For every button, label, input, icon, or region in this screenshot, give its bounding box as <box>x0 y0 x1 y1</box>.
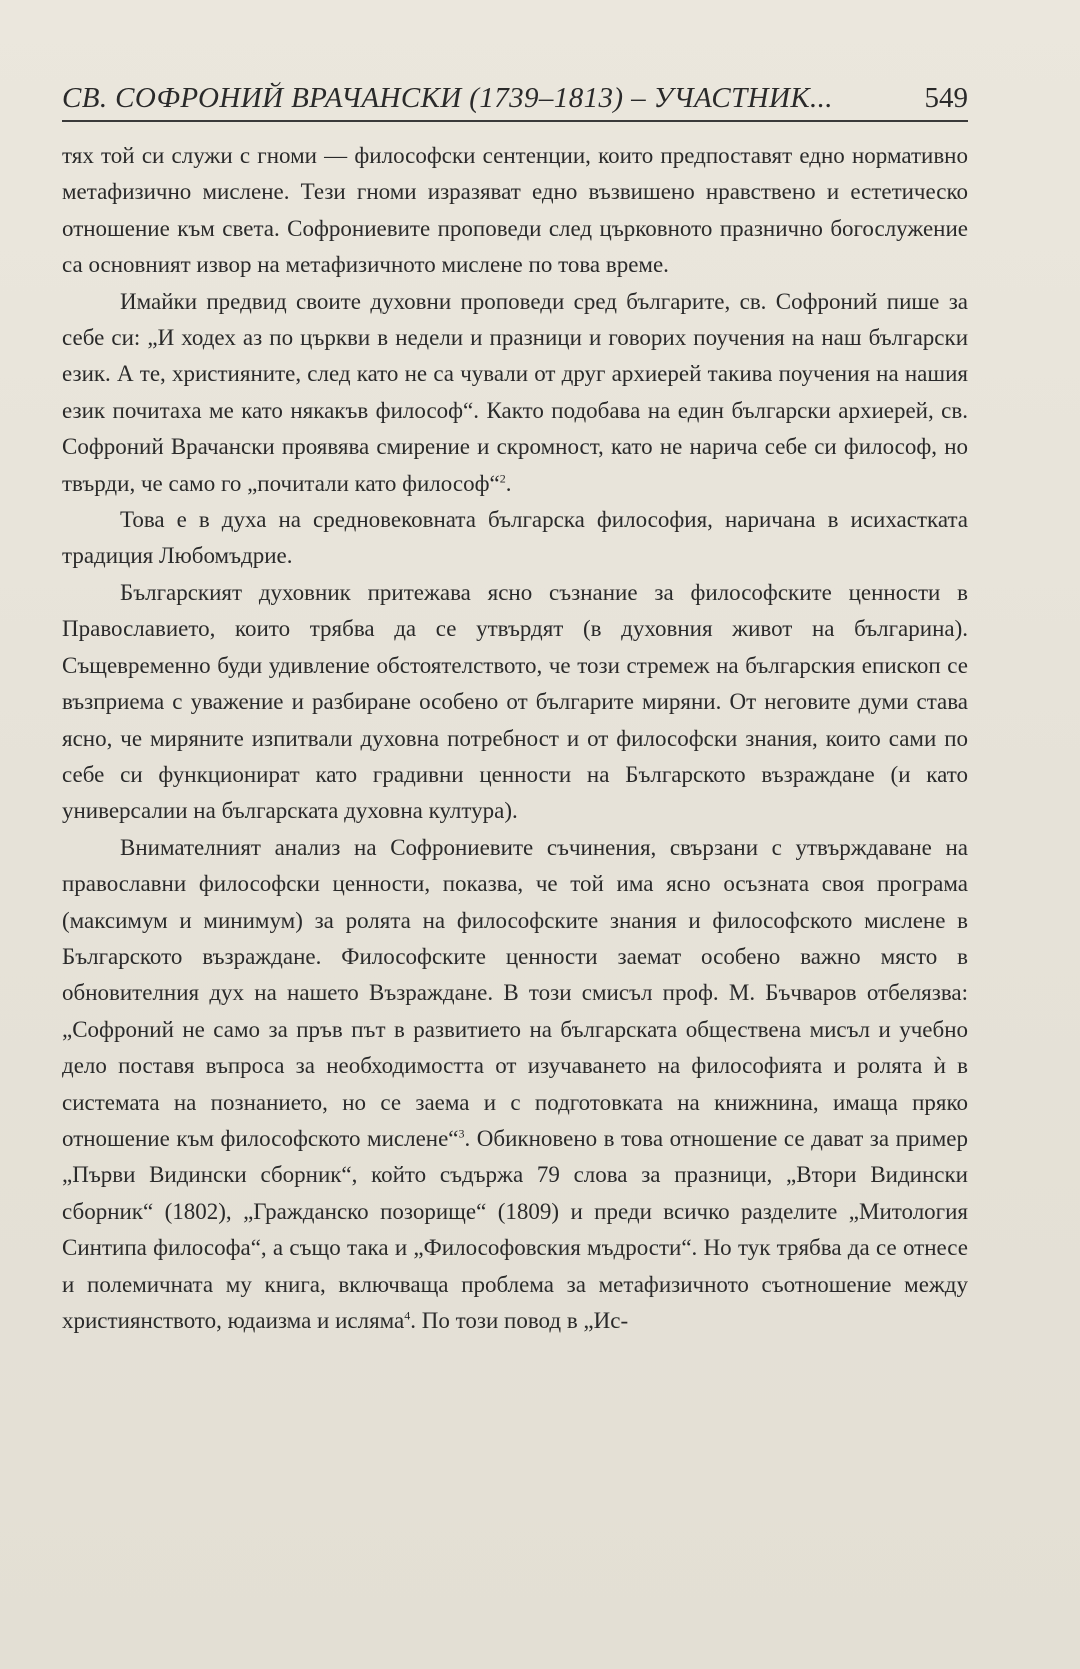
paragraph-text: Българският духовник притежава ясно съзнание за философските ценности в Православието, които трябва да се утвърдят (в духовния живот на българина). Същевременно буди удивление обстоятелството, че този стремеж на българския епископ се възприема с уважение и разбиране особено от българите миряни. От неговите думи става ясно, че миряните изпитвали духовна потребност и от философски знания, които сами по себе си функционират като градивни ценности на Българското възраждане (и като универсалии на българската духовна култура). <box>62 579 968 824</box>
running-header <box>62 80 968 122</box>
paragraph-1 <box>62 138 968 284</box>
paragraph-5 <box>62 830 968 1340</box>
paragraph-text: Това е в духа на средновековната българска философия, наричана в исихастката традиция Любомъдрие. <box>62 507 968 569</box>
paragraph-text: Имайки предвид своите духовни проповеди сред българите, св. Софроний пише за себе си: „И ходех аз по църкви в недели и празници и говорих поучения на наш български език. А те, християните, след като не са чували от друг архиерей такива поучения на нашия език почитаха ме като някакъв философ“. Както подобава на един български архиерей, св. Софроний Врачански проявява смирение и скромност, като не нарича себе си философ, но твърди, че само го „почитали като философ“ <box>62 288 968 496</box>
paragraph-2 <box>62 284 968 502</box>
footnote-ref-2: 2 <box>499 471 506 485</box>
footnote-ref-4: 4 <box>404 1308 411 1323</box>
paragraph-text: тях той си служи с гноми — философски сентенции, които предпоставят едно нормативно метафизично мислене. Тези гноми изразяват едно възвишено нравствено и естетическо отношение към света. Софрониевите проповеди след църковното празнично богослужение са основният извор на метафизичното мислене по това време. <box>62 143 968 278</box>
body-text <box>62 138 968 1339</box>
paragraph-text: . <box>505 470 512 496</box>
page-number: 549 <box>924 82 968 114</box>
paragraph-text: . Обикновено в това отношение се дават за пример „Първи Видински сборник“, който съдържа 79 слова за празници, „Втори Видински сборник“ (1802), „Гражданско позорище“ (1809) и преди всичко разделите „Митология Синтипа философа“, а също така и „Философовския мъдрости“. Но тук трябва да се отнесе и полемичната му книга, включваща проблема за метафизичното съотношение между християнството, юдаизма и исляма <box>62 1125 968 1333</box>
paragraph-3 <box>62 502 968 575</box>
paragraph-text: . По този повод в „Ис- <box>410 1308 629 1333</box>
running-header-title: СВ. СОФРОНИЙ ВРАЧАНСКИ (1739–1813) – УЧАСТНИК... <box>62 82 833 114</box>
paragraph-4 <box>62 575 968 830</box>
paragraph-text: Внимателният анализ на Софрониевите съчинения, свързани с утвърждаване на православни философски ценности, показва, че той има ясно осъзната своя програма (максимум и минимум) за ролята на философските знания и философското мислене в Българското възраждане. Философските ценности заемат особено важно място в обновителния дух на нашето Възраждане. В този смисъл проф. М. Бъчваров отбелязва: „Софроний не само за пръв път в развитието на българската обществена мисъл и учебно дело поставя въпроса за необходимостта от изучаването на философията и ролята ѝ в системата на познанието, но се заема и с подготовката на книжнина, имаща пряко отношение към философското мислене“ <box>62 834 968 1151</box>
footnote-ref-3: 3 <box>458 1126 465 1141</box>
